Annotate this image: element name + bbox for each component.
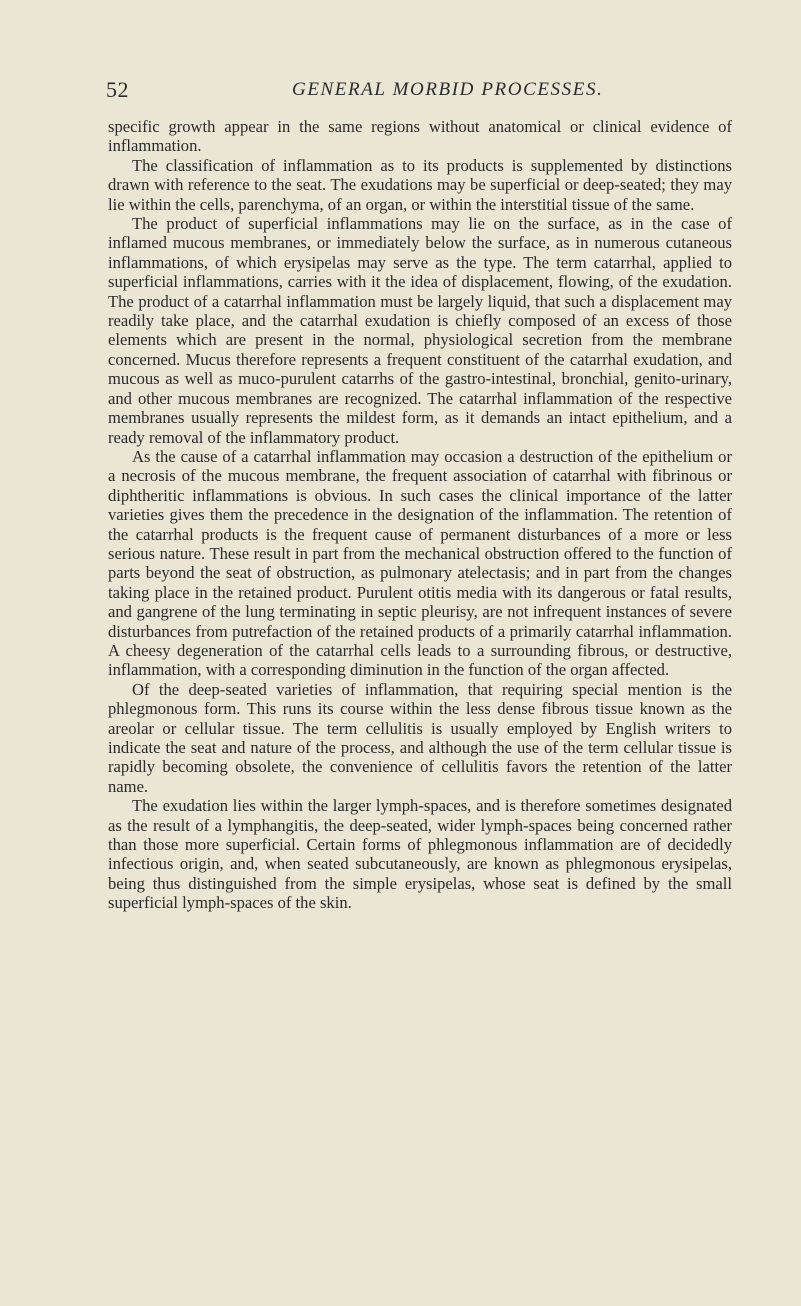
- paragraph: The product of superficial inflammations may lie on the surface, as in the case of inflamed mucous membranes, or immediately below the surface, as in numerous cutaneous inflammations, of which erysipelas may serve as the type. The term catarrhal, applied to superficial inflammations, carries with it the idea of displacement, flowing, of the exudation. The product of a catarrhal inflammation must be largely liquid, that such a displacement may readily take place, and the catarrhal exudation is chiefly composed of an excess of those elements which are present in the normal, physiological secretion from the membrane concerned. Mucus therefore represents a frequent constituent of the catarrhal exudation, and mucous as well as muco-purulent catarrhs of the gastro-intestinal, bronchial, genito-urinary, and other mucous membranes are recognized. The catarrhal inflammation of the respective membranes usually represents the mildest form, as it demands an intact epithelium, and a ready removal of the inflammatory product.: [108, 214, 732, 447]
- page-number: 52: [106, 77, 129, 102]
- paragraph: As the cause of a catarrhal inflammation may occasion a destruction of the epithelium or a necrosis of the mucous membrane, the frequent association of catarrhal with fibrinous or diphtheritic inflammations is obvious. In such cases the clinical importance of the latter varieties gives them the precedence in the designation of the inflammation. The retention of the catarrhal products is the frequent cause of permanent disturbances of a more or less serious nature. These result in part from the mechanical obstruction offered to the function of parts beyond the seat of obstruction, as pulmonary atelectasis; and in part from the changes taking place in the retained product. Purulent otitis media with its dangerous or fatal results, and gangrene of the lung terminating in septic pleurisy, are not infrequent instances of severe disturbances from putrefaction of the retained products of a primarily catarrhal inflammation. A cheesy degeneration of the catarrhal cells leads to a surrounding fibrous, or destructive, inflammation, with a corresponding diminution in the function of the organ affected.: [108, 446, 732, 680]
- paragraph: specific growth appear in the same regions without anatomical or clinical evidence of inflammation.: [108, 117, 732, 156]
- paragraph: The exudation lies within the larger lymph-spaces, and is therefore sometimes designated as the result of a lymphangitis, the deep-seated, wider lymph-spaces being concerned rather than those more superficial. Certain forms of phlegmonous inflammation are of decidedly infectious origin, and, when seated subcutaneously, are known as phlegmonous erysipelas, being thus distinguished from the simple erysipelas, whose seat is defined by the small superficial lymph-spaces of the skin.: [108, 796, 732, 913]
- paragraph: Of the deep-seated varieties of inflammation, that requiring special mention is the phlegmonous form. This runs its course within the less dense fibrous tissue known as the areolar or cellular tissue. The term cellulitis is usually employed by English writers to indicate the seat and nature of the process, and although the use of the term cellular tissue is rapidly becoming obsolete, the convenience of cellulitis favors the retention of the latter name.: [108, 679, 732, 796]
- body-text: [108, 117, 732, 913]
- running-head: GENERAL MORBID PROCESSES.: [292, 79, 604, 100]
- page-header: [0, 77, 801, 107]
- paragraph: The classification of inflammation as to its products is supplemented by distinctions drawn with reference to the seat. The exudations may be superficial or deep-seated; they may lie within the cells, parenchyma, of an organ, or within the interstitial tissue of the same.: [108, 155, 732, 214]
